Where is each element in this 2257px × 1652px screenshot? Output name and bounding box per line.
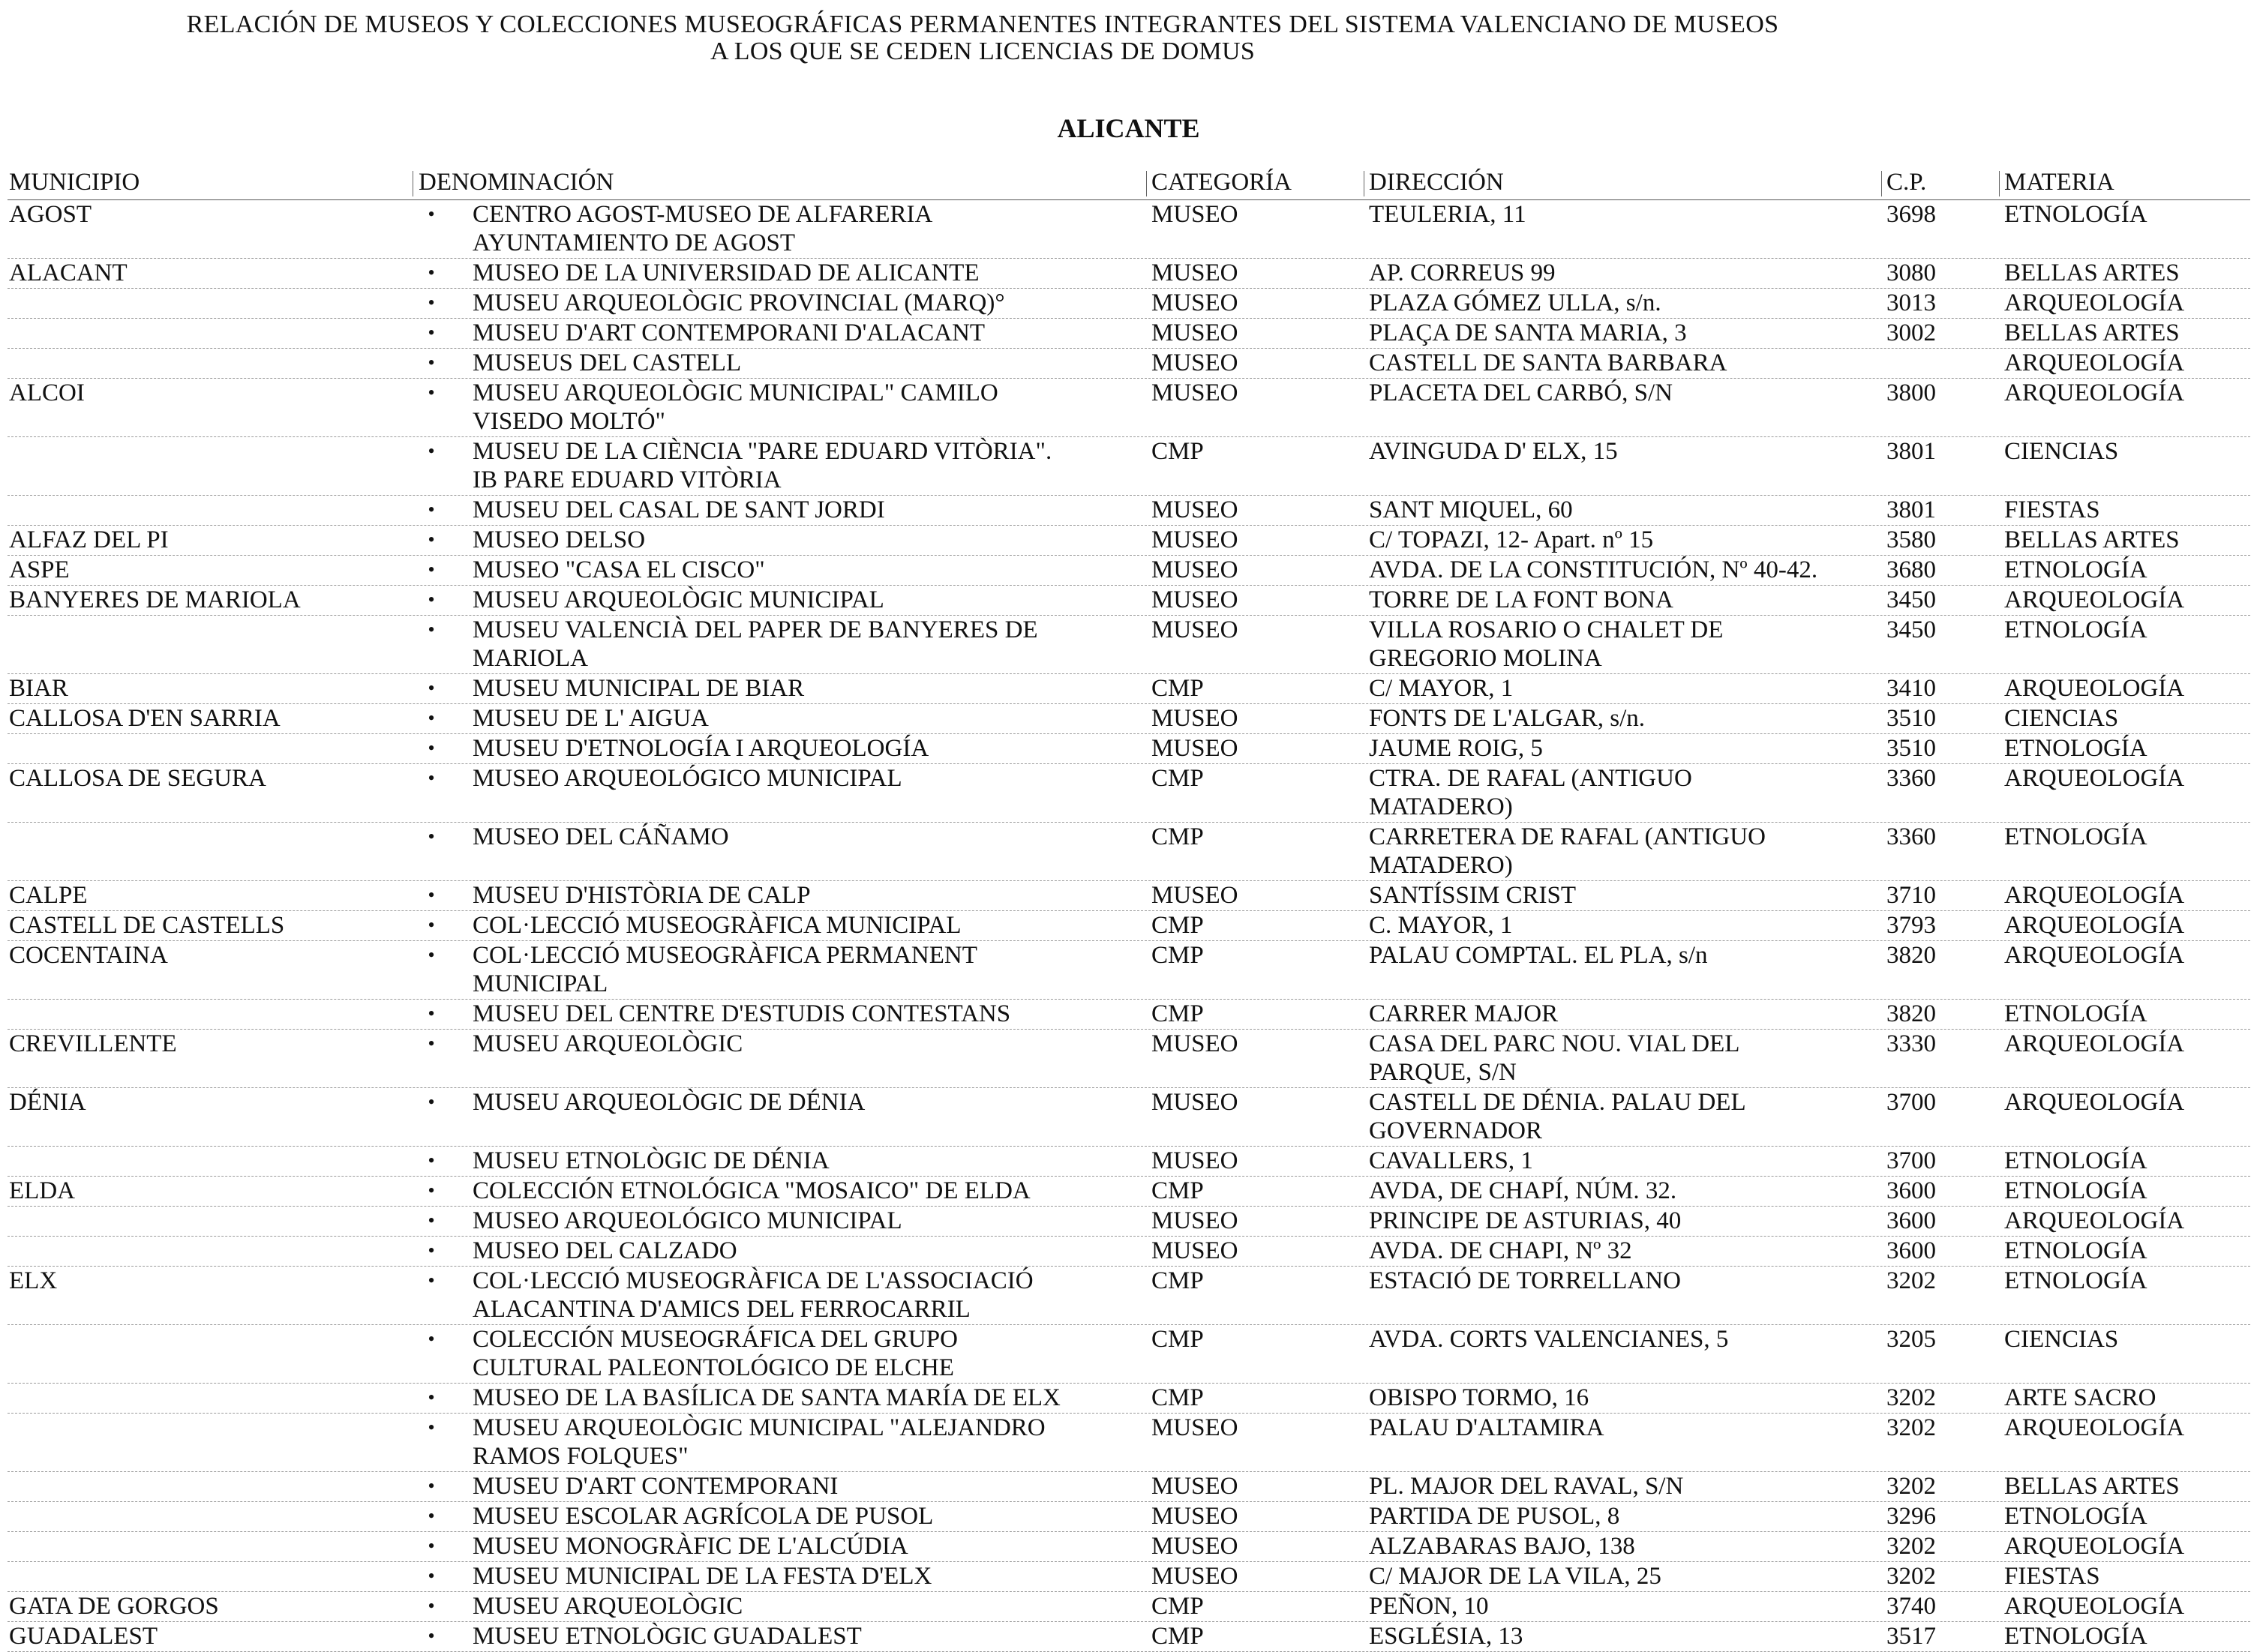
cp-cell: 3580: [1886, 526, 1936, 553]
denominacion-cell: COL·LECCIÓ MUSEOGRÀFICA PERMANENT MUNICIPAL: [473, 942, 977, 997]
cp-cell: 3793: [1886, 912, 1936, 939]
cp-cell: 3202: [1886, 1384, 1936, 1411]
materia-cell: ETNOLOGÍA: [2004, 1177, 2147, 1204]
table-row: [8, 1088, 2250, 1147]
categoria-cell: MUSEO: [1151, 735, 1238, 762]
table-row: [8, 1147, 2250, 1177]
list-bullet: •: [428, 884, 435, 906]
cp-cell: 3205: [1886, 1326, 1936, 1353]
direccion-cell: SANTÍSSIM CRIST: [1369, 882, 1576, 909]
table-row: [8, 1622, 2250, 1652]
categoria-cell: CMP: [1151, 1623, 1204, 1650]
materia-cell: ARQUEOLOGÍA: [2004, 379, 2185, 406]
categoria-cell: MUSEO: [1151, 289, 1238, 316]
list-bullet: •: [428, 382, 435, 403]
municipio-cell: CALLOSA D'EN SARRIA: [9, 705, 281, 732]
cp-cell: 3410: [1886, 675, 1936, 702]
denominacion-cell: CENTRO AGOST-MUSEO DE ALFARERIA AYUNTAMIENTO DE AGOST: [473, 201, 933, 256]
denominacion-cell: MUSEO DEL CÁÑAMO: [473, 823, 729, 850]
materia-cell: BELLAS ARTES: [2004, 526, 2180, 553]
denominacion-cell: MUSEO ARQUEOLÓGICO MUNICIPAL: [473, 765, 902, 792]
municipio-cell: GUADALEST: [9, 1623, 158, 1650]
direccion-cell: AVDA, DE CHAPÍ, NÚM. 32.: [1369, 1177, 1677, 1204]
categoria-cell: MUSEO: [1151, 882, 1238, 909]
denominacion-cell: MUSEU ARQUEOLÒGIC MUNICIPAL" CAMILO VISEDO MOLTÓ": [473, 379, 998, 435]
denominacion-cell: MUSEU D'ART CONTEMPORANI D'ALACANT: [473, 319, 986, 346]
table-row: [8, 379, 2250, 437]
direccion-cell: PEÑON, 10: [1369, 1593, 1489, 1620]
direccion-cell: CARRETERA DE RAFAL (ANTIGUO MATADERO): [1369, 823, 1766, 879]
direccion-cell: TORRE DE LA FONT BONA: [1369, 586, 1673, 613]
categoria-cell: MUSEO: [1151, 319, 1238, 346]
denominacion-cell: MUSEU D'ETNOLOGÍA I ARQUEOLOGÍA: [473, 735, 929, 762]
categoria-cell: MUSEO: [1151, 496, 1238, 523]
materia-cell: CIENCIAS: [2004, 438, 2119, 465]
categoria-cell: MUSEO: [1151, 586, 1238, 613]
denominacion-cell: MUSEU ETNOLÒGIC GUADALEST: [473, 1623, 862, 1650]
categoria-cell: MUSEO: [1151, 1503, 1238, 1530]
denominacion-cell: MUSEU DEL CENTRE D'ESTUDIS CONTESTANS: [473, 1000, 1011, 1027]
list-bullet: •: [428, 677, 435, 699]
table-row: [8, 556, 2250, 586]
denominacion-cell: MUSEO DELSO: [473, 526, 646, 553]
direccion-cell: C/ MAYOR, 1: [1369, 675, 1514, 702]
municipio-cell: ALFAZ DEL PI: [9, 526, 169, 553]
municipio-cell: BIAR: [9, 675, 68, 702]
cp-cell: 3600: [1886, 1237, 1936, 1264]
cp-cell: 3202: [1886, 1267, 1936, 1294]
categoria-cell: CMP: [1151, 823, 1204, 850]
cp-cell: 3002: [1886, 319, 1936, 346]
denominacion-cell: COLECCIÓN MUSEOGRÁFICA DEL GRUPO CULTURAL PALEONTOLÓGICO DE ELCHE: [473, 1326, 958, 1381]
materia-cell: ETNOLOGÍA: [2004, 1267, 2147, 1294]
list-bullet: •: [428, 944, 435, 966]
direccion-cell: C/ MAJOR DE LA VILA, 25: [1369, 1563, 1661, 1590]
column-header-municipio: MUNICIPIO: [9, 169, 140, 196]
list-bullet: •: [428, 1565, 435, 1587]
materia-cell: ARQUEOLOGÍA: [2004, 912, 2185, 939]
list-bullet: •: [428, 529, 435, 550]
table-row: [8, 1562, 2250, 1592]
direccion-cell: PLAZA GÓMEZ ULLA, s/n.: [1369, 289, 1661, 316]
direccion-cell: VILLA ROSARIO O CHALET DE GREGORIO MOLINA: [1369, 616, 1724, 672]
table-row: [8, 319, 2250, 349]
list-bullet: •: [428, 1033, 435, 1054]
denominacion-cell: MUSEUS DEL CASTELL: [473, 349, 742, 376]
column-divider: [1881, 171, 1882, 196]
list-bullet: •: [428, 322, 435, 343]
denominacion-cell: MUSEU MUNICIPAL DE BIAR: [473, 675, 805, 702]
materia-cell: ETNOLOGÍA: [2004, 1000, 2147, 1027]
materia-cell: ETNOLOGÍA: [2004, 823, 2147, 850]
denominacion-cell: MUSEU ESCOLAR AGRÍCOLA DE PUSOL: [473, 1503, 934, 1530]
categoria-cell: CMP: [1151, 438, 1204, 465]
materia-cell: ARQUEOLOGÍA: [2004, 1593, 2185, 1620]
list-bullet: •: [428, 1270, 435, 1291]
categoria-cell: CMP: [1151, 1000, 1204, 1027]
table-row: [8, 289, 2250, 319]
list-bullet: •: [428, 1505, 435, 1527]
table-row: [8, 1532, 2250, 1562]
table-row: [8, 1207, 2250, 1237]
denominacion-cell: MUSEU MUNICIPAL DE LA FESTA D'ELX: [473, 1563, 932, 1590]
municipio-cell: CALLOSA DE SEGURA: [9, 765, 266, 792]
denominacion-cell: MUSEU DE L' AIGUA: [473, 705, 709, 732]
categoria-cell: MUSEO: [1151, 556, 1238, 583]
denominacion-cell: COLECCIÓN ETNOLÓGICA "MOSAICO" DE ELDA: [473, 1177, 1031, 1204]
direccion-cell: SANT MIQUEL, 60: [1369, 496, 1573, 523]
categoria-cell: MUSEO: [1151, 1473, 1238, 1500]
list-bullet: •: [428, 1625, 435, 1647]
direccion-cell: AVDA. DE CHAPI, Nº 32: [1369, 1237, 1632, 1264]
cp-cell: 3510: [1886, 735, 1936, 762]
cp-cell: 3202: [1886, 1563, 1936, 1590]
table-row: [8, 1267, 2250, 1325]
categoria-cell: CMP: [1151, 1593, 1204, 1620]
municipio-cell: ALACANT: [9, 259, 128, 286]
materia-cell: ETNOLOGÍA: [2004, 201, 2147, 228]
denominacion-cell: MUSEU ARQUEOLÒGIC: [473, 1593, 743, 1620]
categoria-cell: MUSEO: [1151, 616, 1238, 643]
table-row: [8, 734, 2250, 764]
municipio-cell: ALCOI: [9, 379, 85, 406]
table-row: [8, 1414, 2250, 1472]
column-divider: [1146, 171, 1147, 196]
table-row: [8, 1000, 2250, 1030]
denominacion-cell: MUSEU ARQUEOLÒGIC MUNICIPAL: [473, 586, 884, 613]
direccion-cell: C. MAYOR, 1: [1369, 912, 1513, 939]
materia-cell: ETNOLOGÍA: [2004, 1147, 2147, 1174]
table-row: [8, 259, 2250, 289]
denominacion-cell: MUSEO "CASA EL CISCO": [473, 556, 765, 583]
direccion-cell: CTRA. DE RAFAL (ANTIGUO MATADERO): [1369, 765, 1692, 820]
categoria-cell: CMP: [1151, 1267, 1204, 1294]
list-bullet: •: [428, 440, 435, 462]
direccion-cell: ESTACIÓ DE TORRELLANO: [1369, 1267, 1681, 1294]
table-row: [8, 1325, 2250, 1384]
table-row: [8, 1502, 2250, 1532]
table-row: [8, 911, 2250, 941]
table-row: [8, 823, 2250, 881]
column-divider: [1999, 171, 2000, 196]
municipio-cell: CASTELL DE CASTELLS: [9, 912, 285, 939]
direccion-cell: PALAU D'ALTAMIRA: [1369, 1414, 1604, 1441]
denominacion-cell: MUSEU ARQUEOLÒGIC: [473, 1030, 743, 1057]
direccion-cell: AP. CORREUS 99: [1369, 259, 1556, 286]
museums-table: [8, 168, 2250, 1652]
municipio-cell: AGOST: [9, 201, 92, 228]
list-bullet: •: [428, 1535, 435, 1557]
direccion-cell: PLAÇA DE SANTA MARIA, 3: [1369, 319, 1687, 346]
materia-cell: CIENCIAS: [2004, 705, 2119, 732]
materia-cell: CIENCIAS: [2004, 1326, 2119, 1353]
table-row: [8, 1592, 2250, 1622]
municipio-cell: DÉNIA: [9, 1089, 86, 1116]
denominacion-cell: MUSEO DE LA BASÍLICA DE SANTA MARÍA DE ELX: [473, 1384, 1061, 1411]
list-bullet: •: [428, 1328, 435, 1350]
table-row: [8, 674, 2250, 704]
table-row: [8, 437, 2250, 496]
direccion-cell: TEULERIA, 11: [1369, 201, 1526, 228]
denominacion-cell: MUSEU ARQUEOLÒGIC DE DÉNIA: [473, 1089, 866, 1116]
materia-cell: ARQUEOLOGÍA: [2004, 1533, 2185, 1560]
cp-cell: 3710: [1886, 882, 1936, 909]
denominacion-cell: COL·LECCIÓ MUSEOGRÀFICA DE L'ASSOCIACIÓ ALACANTINA D'AMICS DEL FERROCARRIL: [473, 1267, 1034, 1323]
table-row: [8, 200, 2250, 259]
cp-cell: 3801: [1886, 438, 1936, 465]
denominacion-cell: MUSEO DEL CALZADO: [473, 1237, 737, 1264]
municipio-cell: ASPE: [9, 556, 70, 583]
materia-cell: BELLAS ARTES: [2004, 319, 2180, 346]
table-row: [8, 941, 2250, 1000]
list-bullet: •: [428, 1417, 435, 1438]
materia-cell: ETNOLOGÍA: [2004, 616, 2147, 643]
direccion-cell: CASA DEL PARC NOU. VIAL DEL PARQUE, S/N: [1369, 1030, 1740, 1086]
direccion-cell: CASTELL DE DÉNIA. PALAU DEL GOVERNADOR: [1369, 1089, 1746, 1144]
list-bullet: •: [428, 589, 435, 610]
categoria-cell: MUSEO: [1151, 201, 1238, 228]
table-row: [8, 496, 2250, 526]
list-bullet: •: [428, 262, 435, 283]
cp-cell: 3801: [1886, 496, 1936, 523]
list-bullet: •: [428, 1150, 435, 1171]
categoria-cell: CMP: [1151, 1384, 1204, 1411]
denominacion-cell: MUSEU ARQUEOLÒGIC PROVINCIAL (MARQ)°: [473, 289, 1005, 316]
table-row: [8, 1472, 2250, 1502]
direccion-cell: CAVALLERS, 1: [1369, 1147, 1533, 1174]
categoria-cell: MUSEO: [1151, 1563, 1238, 1590]
municipio-cell: COCENTAINA: [9, 942, 168, 969]
municipio-cell: BANYERES DE MARIOLA: [9, 586, 301, 613]
list-bullet: •: [428, 1595, 435, 1617]
materia-cell: ARQUEOLOGÍA: [2004, 349, 2185, 376]
cp-cell: 3360: [1886, 823, 1936, 850]
cp-cell: 3698: [1886, 201, 1936, 228]
table-row: [8, 1030, 2250, 1088]
cp-cell: 3820: [1886, 942, 1936, 969]
categoria-cell: MUSEO: [1151, 259, 1238, 286]
municipio-cell: GATA DE GORGOS: [9, 1593, 219, 1620]
table-row: [8, 1177, 2250, 1207]
direccion-cell: AVDA. CORTS VALENCIANES, 5: [1369, 1326, 1729, 1353]
municipio-cell: ELX: [9, 1267, 58, 1294]
materia-cell: ARQUEOLOGÍA: [2004, 1414, 2185, 1441]
table-header-row: [8, 168, 2250, 200]
table-row: [8, 704, 2250, 734]
direccion-cell: PLACETA DEL CARBÓ, S/N: [1369, 379, 1673, 406]
column-header-denominacion: DENOMINACIÓN: [419, 169, 614, 196]
direccion-cell: PL. MAJOR DEL RAVAL, S/N: [1369, 1473, 1684, 1500]
materia-cell: BELLAS ARTES: [2004, 259, 2180, 286]
direccion-cell: AVDA. DE LA CONSTITUCIÓN, Nº 40-42.: [1369, 556, 1818, 583]
cp-cell: 3296: [1886, 1503, 1936, 1530]
list-bullet: •: [428, 1091, 435, 1113]
categoria-cell: MUSEO: [1151, 705, 1238, 732]
cp-cell: 3740: [1886, 1593, 1936, 1620]
cp-cell: 3680: [1886, 556, 1936, 583]
direccion-cell: C/ TOPAZI, 12- Apart. nº 15: [1369, 526, 1654, 553]
materia-cell: ARQUEOLOGÍA: [2004, 882, 2185, 909]
direccion-cell: OBISPO TORMO, 16: [1369, 1384, 1589, 1411]
list-bullet: •: [428, 1475, 435, 1497]
province-heading: ALICANTE: [1057, 113, 1200, 143]
denominacion-cell: MUSEU ETNOLÒGIC DE DÉNIA: [473, 1147, 830, 1174]
materia-cell: FIESTAS: [2004, 496, 2100, 523]
list-bullet: •: [428, 619, 435, 640]
table-row: [8, 586, 2250, 616]
list-bullet: •: [428, 352, 435, 373]
materia-cell: ARQUEOLOGÍA: [2004, 765, 2185, 792]
materia-cell: ETNOLOGÍA: [2004, 1623, 2147, 1650]
column-header-cp: C.P.: [1886, 169, 1927, 196]
materia-cell: ARQUEOLOGÍA: [2004, 942, 2185, 969]
materia-cell: ARTE SACRO: [2004, 1384, 2156, 1411]
table-row: [8, 764, 2250, 823]
table-row: [8, 616, 2250, 674]
cp-cell: 3202: [1886, 1473, 1936, 1500]
list-bullet: •: [428, 914, 435, 936]
direccion-cell: CASTELL DE SANTA BARBARA: [1369, 349, 1727, 376]
categoria-cell: MUSEO: [1151, 1533, 1238, 1560]
categoria-cell: CMP: [1151, 1177, 1204, 1204]
table-row: [8, 526, 2250, 556]
denominacion-cell: MUSEU D'HISTÒRIA DE CALP: [473, 882, 811, 909]
direccion-cell: JAUME ROIG, 5: [1369, 735, 1543, 762]
materia-cell: ARQUEOLOGÍA: [2004, 1089, 2185, 1116]
list-bullet: •: [428, 1180, 435, 1201]
materia-cell: ARQUEOLOGÍA: [2004, 1207, 2185, 1234]
categoria-cell: MUSEO: [1151, 1089, 1238, 1116]
materia-cell: ARQUEOLOGÍA: [2004, 586, 2185, 613]
column-header-direccion: DIRECCIÓN: [1369, 169, 1504, 196]
cp-cell: 3517: [1886, 1623, 1936, 1650]
materia-cell: ETNOLOGÍA: [2004, 1237, 2147, 1264]
materia-cell: FIESTAS: [2004, 1563, 2100, 1590]
direccion-cell: PRINCIPE DE ASTURIAS, 40: [1369, 1207, 1682, 1234]
cp-cell: 3800: [1886, 379, 1936, 406]
denominacion-cell: COL·LECCIÓ MUSEOGRÀFICA MUNICIPAL: [473, 912, 962, 939]
cp-cell: 3202: [1886, 1414, 1936, 1441]
direccion-cell: CARRER MAJOR: [1369, 1000, 1559, 1027]
table-row: [8, 1384, 2250, 1414]
list-bullet: •: [428, 1003, 435, 1024]
materia-cell: BELLAS ARTES: [2004, 1473, 2180, 1500]
categoria-cell: CMP: [1151, 912, 1204, 939]
direccion-cell: AVINGUDA D' ELX, 15: [1369, 438, 1618, 465]
cp-cell: 3820: [1886, 1000, 1936, 1027]
cp-cell: 3700: [1886, 1089, 1936, 1116]
table-row: [8, 881, 2250, 911]
denominacion-cell: MUSEO ARQUEOLÓGICO MUNICIPAL: [473, 1207, 902, 1234]
cp-cell: 3510: [1886, 705, 1936, 732]
categoria-cell: MUSEO: [1151, 1237, 1238, 1264]
municipio-cell: CALPE: [9, 882, 88, 909]
denominacion-cell: MUSEU D'ART CONTEMPORANI: [473, 1473, 839, 1500]
cp-cell: 3700: [1886, 1147, 1936, 1174]
cp-cell: 3600: [1886, 1177, 1936, 1204]
categoria-cell: CMP: [1151, 1326, 1204, 1353]
cp-cell: 3360: [1886, 765, 1936, 792]
list-bullet: •: [428, 737, 435, 759]
categoria-cell: MUSEO: [1151, 1207, 1238, 1234]
categoria-cell: MUSEO: [1151, 1030, 1238, 1057]
cp-cell: 3600: [1886, 1207, 1936, 1234]
table-row: [8, 1237, 2250, 1267]
materia-cell: ARQUEOLOGÍA: [2004, 289, 2185, 316]
denominacion-cell: MUSEU VALENCIÀ DEL PAPER DE BANYERES DE MARIOLA: [473, 616, 1038, 672]
categoria-cell: MUSEO: [1151, 349, 1238, 376]
list-bullet: •: [428, 292, 435, 313]
cp-cell: 3450: [1886, 586, 1936, 613]
list-bullet: •: [428, 1387, 435, 1408]
categoria-cell: MUSEO: [1151, 1147, 1238, 1174]
municipio-cell: CREVILLENTE: [9, 1030, 177, 1057]
document-title-line-2: A LOS QUE SE CEDEN LICENCIAS DE DOMUS: [710, 37, 1256, 65]
direccion-cell: PALAU COMPTAL. EL PLA, s/n: [1369, 942, 1708, 969]
categoria-cell: MUSEO: [1151, 1414, 1238, 1441]
cp-cell: 3013: [1886, 289, 1936, 316]
categoria-cell: CMP: [1151, 675, 1204, 702]
denominacion-cell: MUSEU DE LA CIÈNCIA "PARE EDUARD VITÒRIA". IB PARE EDUARD VITÒRIA: [473, 438, 1052, 493]
table-row: [8, 349, 2250, 379]
categoria-cell: MUSEO: [1151, 379, 1238, 406]
list-bullet: •: [428, 1240, 435, 1261]
list-bullet: •: [428, 767, 435, 789]
direccion-cell: PARTIDA DE PUSOL, 8: [1369, 1503, 1620, 1530]
materia-cell: ARQUEOLOGÍA: [2004, 675, 2185, 702]
column-header-categoria: CATEGORÍA: [1151, 169, 1292, 196]
denominacion-cell: MUSEU MONOGRÀFIC DE L'ALCÚDIA: [473, 1533, 908, 1560]
list-bullet: •: [428, 707, 435, 729]
categoria-cell: CMP: [1151, 942, 1204, 969]
categoria-cell: CMP: [1151, 765, 1204, 792]
list-bullet: •: [428, 499, 435, 520]
list-bullet: •: [428, 559, 435, 580]
list-bullet: •: [428, 203, 435, 225]
direccion-cell: ESGLÉSIA, 13: [1369, 1623, 1523, 1650]
materia-cell: ETNOLOGÍA: [2004, 1503, 2147, 1530]
materia-cell: ARQUEOLOGÍA: [2004, 1030, 2185, 1057]
direccion-cell: ALZABARAS BAJO, 138: [1369, 1533, 1635, 1560]
denominacion-cell: MUSEU DEL CASAL DE SANT JORDI: [473, 496, 885, 523]
cp-cell: 3080: [1886, 259, 1936, 286]
list-bullet: •: [428, 826, 435, 847]
denominacion-cell: MUSEU ARQUEOLÒGIC MUNICIPAL "ALEJANDRO RAMOS FOLQUES": [473, 1414, 1046, 1470]
cp-cell: 3202: [1886, 1533, 1936, 1560]
direccion-cell: FONTS DE L'ALGAR, s/n.: [1369, 705, 1646, 732]
list-bullet: •: [428, 1210, 435, 1231]
materia-cell: ETNOLOGÍA: [2004, 735, 2147, 762]
denominacion-cell: MUSEO DE LA UNIVERSIDAD DE ALICANTE: [473, 259, 980, 286]
cp-cell: 3330: [1886, 1030, 1936, 1057]
municipio-cell: ELDA: [9, 1177, 75, 1204]
document-title-line-1: RELACIÓN DE MUSEOS Y COLECCIONES MUSEOGRÁFICAS PERMANENTES INTEGRANTES DEL SISTEMA VALENCIANO DE MUSEOS: [186, 10, 1779, 38]
column-header-materia: MATERIA: [2004, 169, 2114, 196]
materia-cell: ETNOLOGÍA: [2004, 556, 2147, 583]
categoria-cell: MUSEO: [1151, 526, 1238, 553]
cp-cell: 3450: [1886, 616, 1936, 643]
